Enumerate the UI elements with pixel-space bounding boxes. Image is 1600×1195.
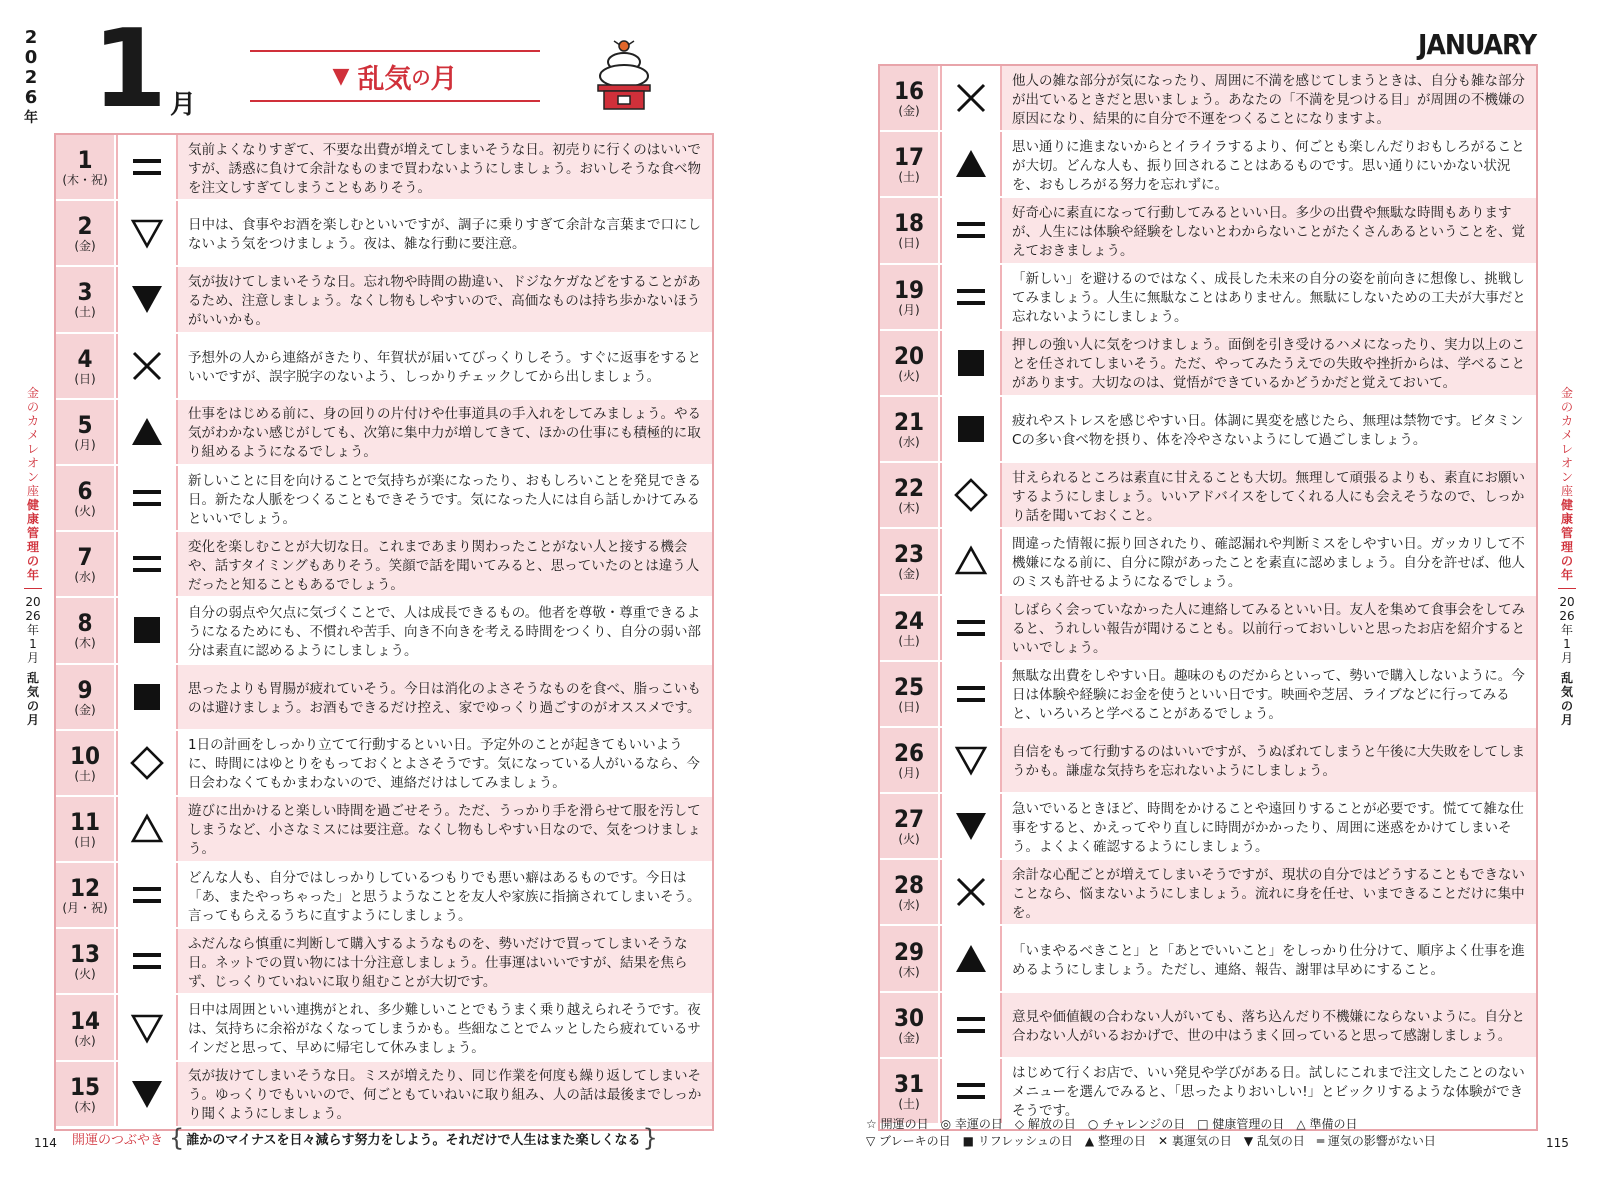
day-number: 31 <box>893 1069 925 1098</box>
square-fill-icon <box>940 397 1002 461</box>
day-number: 30 <box>893 1003 925 1032</box>
day-number: 2 <box>77 212 93 241</box>
tri-down-fill-icon <box>940 794 1002 858</box>
equal-icon <box>116 135 178 199</box>
side-sign: 金のカメレオン座 <box>26 386 39 498</box>
date-cell <box>56 665 116 729</box>
date-cell <box>880 397 940 461</box>
day-row <box>56 863 712 929</box>
day-of-week: (月・祝) <box>62 901 108 916</box>
date-cell <box>880 331 940 395</box>
day-row <box>880 132 1536 198</box>
day-row <box>880 993 1536 1059</box>
day-text: ふだんなら慎重に判断して購入するようなものを、勢いだけで買ってしまいそうな日。ネットでの買い物には十分注意しましょう。仕事運はいいですが、結果を焦らず、じっくりていねいに取り組むことが大切です。 <box>178 929 712 993</box>
day-row <box>880 265 1536 331</box>
date-cell <box>880 1059 940 1123</box>
day-number: 17 <box>893 143 925 172</box>
day-row <box>56 532 712 598</box>
day-text: 日中は、食事やお酒を楽しむといいですが、調子に乗りすぎて余計な言葉まで口にしないよう気をつけましょう。夜は、雑な行動に要注意。 <box>178 201 712 265</box>
day-row <box>880 596 1536 662</box>
day-of-week: (日) <box>74 371 96 386</box>
day-text: 気前よくなりすぎて、不要な出費が増えてしまいそうな日。初売りに行くのはいいですが、誘惑に負けて余計なものまで買わないようにしましょう。おいしそうな食べ物を注文しすぎてしまうこともありそう。 <box>178 135 712 199</box>
day-of-week: (火) <box>898 832 920 847</box>
cross-icon <box>940 66 1002 130</box>
date-cell <box>56 400 116 464</box>
murmur-label: 開運のつぶやき <box>72 1132 164 1148</box>
day-number: 22 <box>893 474 925 503</box>
day-row <box>56 201 712 267</box>
day-row <box>56 466 712 532</box>
legend-item: ✕ 裏運気の日 <box>1157 1134 1232 1148</box>
day-text: 「新しい」を避けるのではなく、成長した未来の自分の姿を前向きに想像し、挑戦してみましょう。人生に無駄なことはありません。無駄にしないための工夫が大事だと忘れないようにしましょう。 <box>1002 265 1536 329</box>
date-cell <box>56 1062 116 1126</box>
day-of-week: (土) <box>898 170 920 185</box>
equal-icon <box>940 265 1002 329</box>
equal-icon <box>116 863 178 927</box>
day-text: 押しの強い人に気をつけましょう。面倒を引き受けるハメになったり、実力以上のことを任されてしまいそう。ただ、やってみたうえでの失敗や挫折からは、学べることがあります。大切なのは、覚悟ができているかどうかだと覚えておいて。 <box>1002 331 1536 395</box>
banner-no: の <box>411 66 431 89</box>
day-of-week: (土) <box>898 633 920 648</box>
legend-item: ▽ ブレーキの日 <box>866 1134 951 1148</box>
equal-icon <box>116 466 178 530</box>
day-row <box>56 598 712 664</box>
day-row <box>56 665 712 731</box>
banner-end: 月 <box>430 63 458 95</box>
day-of-week: (木) <box>898 501 920 516</box>
date-cell <box>56 731 116 795</box>
date-cell <box>880 993 940 1057</box>
day-text: 1日の計画をしっかり立てて行動するといい日。予定外のことが起きてもいいように、時間にはゆとりをもっておくとよさそうです。気になっている人がいるなら、今日会わなくてもかまわないので、連絡だけはしてみましょう。 <box>178 731 712 795</box>
page-number-left: 114 <box>34 1136 57 1150</box>
day-text: 余計な心配ごとが増えてしまいそうですが、現状の自分ではどうすることもできないことなら、悩まないようにしましょう。流れに身を任せ、いまできることだけに集中を。 <box>1002 860 1536 924</box>
date-cell <box>56 466 116 530</box>
side-date: 2026年1月 <box>1559 595 1575 665</box>
brace-open-icon: { <box>169 1124 185 1152</box>
day-of-week: (水) <box>74 570 96 585</box>
date-cell <box>56 598 116 662</box>
side-theme: 健康管理の年 <box>1560 498 1573 582</box>
day-of-week: (日) <box>898 699 920 714</box>
day-of-week: (月) <box>898 302 920 317</box>
banner-main: 乱気 <box>357 63 412 95</box>
year-digit-char: 2 <box>24 67 38 88</box>
year-digit-char: 6 <box>24 87 38 108</box>
date-cell <box>56 135 116 199</box>
date-cell <box>880 463 940 527</box>
day-row <box>880 198 1536 264</box>
day-text: 日中は周囲といい連携がとれ、多少難しいことでもうまく乗り越えられそうです。夜は、気持ちに余裕がなくなってしまうかも。些細なことでムッとしたら疲れているサインだと思って、早めに帰宅して休みましょう。 <box>178 995 712 1059</box>
day-of-week: (金) <box>74 702 96 717</box>
symbol-legend <box>866 1116 1506 1150</box>
day-number: 12 <box>69 874 101 903</box>
day-number: 16 <box>893 77 925 106</box>
square-fill-icon <box>116 665 178 729</box>
day-row <box>880 662 1536 728</box>
day-row <box>880 463 1536 529</box>
day-number: 23 <box>893 540 925 569</box>
equal-icon <box>940 993 1002 1057</box>
tri-down-open-icon <box>116 995 178 1059</box>
day-table-right <box>880 66 1536 1125</box>
day-text: 意見や価値観の合わない人がいても、落ち込んだり不機嫌にならないように。自分と合わない人がいるおかげで、世の中はうまく回っていると思って感謝しましょう。 <box>1002 993 1536 1057</box>
day-of-week: (水) <box>898 435 920 450</box>
day-number: 14 <box>69 1006 101 1035</box>
legend-item: ═ 運気の影響がない日 <box>1316 1134 1436 1148</box>
month-english: JANUARY <box>1418 28 1537 61</box>
kagami-mochi-icon <box>584 36 664 116</box>
day-text: 他人の雑な部分が気になったり、周囲に不満を感じてしまうときは、自分も雑な部分が出ているときだと思いましょう。あなたの「不満を見つける目」が周囲の不機嫌の原因になり、結果的に自分で不運をつくることになりますよ。 <box>1002 66 1536 130</box>
date-cell <box>880 66 940 130</box>
day-of-week: (日) <box>898 236 920 251</box>
date-cell <box>880 926 940 990</box>
side-sign: 金のカメレオン座 <box>1560 386 1573 498</box>
day-row <box>880 529 1536 595</box>
day-number: 10 <box>69 741 101 770</box>
day-text: 甘えられるところは素直に甘えることも大切。無理して頑張るよりも、素直にお願いするようにしましょう。いいアドバイスをしてくれる人にも会えそうなので、しっかり話を聞いておくこと。 <box>1002 463 1536 527</box>
day-text: はじめて行くお店で、いい発見や学びがある日。試しにこれまで注文したことのないメニューを選んでみると、「思ったよりおいしい!」とビックリするような体験ができそうです。 <box>1002 1059 1536 1123</box>
day-row <box>880 926 1536 992</box>
day-row <box>56 400 712 466</box>
tri-up-open-icon <box>116 797 178 861</box>
day-number: 18 <box>893 209 925 238</box>
legend-item: ◎ 幸運の日 <box>940 1117 1003 1131</box>
day-text: 「いまやるべきこと」と「あとでいいこと」をしっかり仕分けて、順序よく仕事を進めるようにしましょう。ただし、連絡、報告、謝罪は早めにすること。 <box>1002 926 1536 990</box>
date-cell <box>880 529 940 593</box>
day-number: 8 <box>77 609 93 638</box>
day-number: 7 <box>77 543 93 572</box>
day-number: 21 <box>893 408 925 437</box>
square-fill-icon <box>116 598 178 662</box>
day-number: 13 <box>69 940 101 969</box>
day-number: 15 <box>69 1072 101 1101</box>
tri-up-fill-icon <box>116 400 178 464</box>
date-cell <box>56 334 116 398</box>
day-of-week: (土) <box>74 305 96 320</box>
day-text: 思い通りに進まないからとイライラするより、何ごとも楽しんだりおもしろがることが大切。どんな人も、振り回されることはあるものです。思い通りにいかない状況を、おもしろがる努力を忘れずに。 <box>1002 132 1536 196</box>
day-number: 25 <box>893 672 925 701</box>
date-cell <box>56 929 116 993</box>
day-text: 新しいことに目を向けることで気持ちが楽になったり、おもしろいことを発見できる日。新たな人脈をつくることもできそうです。気になった人には自ら話しかけてみるといいでしょう。 <box>178 466 712 530</box>
day-of-week: (木・祝) <box>62 173 108 188</box>
page-number-right: 115 <box>1546 1136 1569 1150</box>
date-cell <box>880 860 940 924</box>
legend-item: ☆ 開運の日 <box>866 1117 929 1131</box>
legend-item: ▼ 乱気の日 <box>1243 1134 1305 1148</box>
side-label-right <box>1558 386 1576 727</box>
day-of-week: (木) <box>898 964 920 979</box>
day-number: 24 <box>893 606 925 635</box>
day-text: 好奇心に素直になって行動してみるといい日。多少の出費や無駄な時間もありますが、人生には体験や経験をしないとわからないことがたくさんあるということを、覚えておきましょう。 <box>1002 198 1536 262</box>
day-number: 3 <box>77 278 93 307</box>
legend-item: ■ リフレッシュの日 <box>962 1134 1073 1148</box>
murmur-quote: 誰かのマイナスを日々減らす努力をしよう。それだけで人生はまた楽しくなる <box>186 1132 641 1148</box>
day-row <box>56 731 712 797</box>
day-text: 間違った情報に振り回されたり、確認漏れや判断ミスをしやすい日。ガッカリして不機嫌になる前に、自分に隙があったことを素直に認めましょう。自分を許せば、他人のミスも許せるようになるでしょう。 <box>1002 529 1536 593</box>
month-fortune-banner <box>250 50 540 102</box>
year-digit <box>20 28 42 108</box>
day-row <box>56 929 712 995</box>
equal-icon <box>940 662 1002 726</box>
day-text: 無駄な出費をしやすい日。趣味のものだからといって、勢いで購入しないように。今日は体験や経験にお金を使うといい日です。映画や芝居、ライブなどに行ってみると、いろいろと学べることがあるでしょう。 <box>1002 662 1536 726</box>
day-of-week: (火) <box>74 504 96 519</box>
day-text: 遊びに出かけると楽しい時間を過ごせそう。ただ、うっかり手を滑らせて服を汚してしまうなど、小さなミスには要注意。なくし物もしやすい日なので、気をつけましょう。 <box>178 797 712 861</box>
date-cell <box>880 132 940 196</box>
legend-item: ○ チャレンジの日 <box>1087 1117 1186 1131</box>
year-kanji: 年 <box>24 110 38 126</box>
tri-up-fill-icon <box>940 926 1002 990</box>
day-text: 自分の弱点や欠点に気づくことで、人は成長できるもの。他者を尊敬・尊重できるようになるためにも、不慣れや苦手、向き不向きを考える時間をつくり、自分の弱い部分は素直に認めるようにしましょう。 <box>178 598 712 662</box>
day-text: 予想外の人から連絡がきたり、年賀状が届いてびっくりしそう。すぐに返事をするといいですが、誤字脱字のないよう、しっかりチェックしてから出しましょう。 <box>178 334 712 398</box>
day-of-week: (土) <box>898 1096 920 1111</box>
legend-item: △ 準備の日 <box>1296 1117 1358 1131</box>
day-text: 自信をもって行動するのはいいですが、うぬぼれてしまうと午後に大失敗をしてしまうかも。謙虚な気持ちを忘れないようにしましょう。 <box>1002 728 1536 792</box>
side-date: 2026年1月 <box>25 595 41 665</box>
day-of-week: (金) <box>74 239 96 254</box>
day-of-week: (月) <box>74 437 96 452</box>
day-number: 6 <box>77 477 93 506</box>
tri-down-fill-icon <box>116 267 178 331</box>
day-number: 27 <box>893 805 925 834</box>
date-cell <box>880 728 940 792</box>
day-of-week: (日) <box>74 834 96 849</box>
side-label-left <box>24 386 42 727</box>
lucky-murmur <box>72 1124 658 1152</box>
day-number: 28 <box>893 871 925 900</box>
day-row <box>880 860 1536 926</box>
day-of-week: (火) <box>74 967 96 982</box>
day-number: 1 <box>77 146 93 175</box>
day-of-week: (水) <box>898 898 920 913</box>
day-of-week: (金) <box>898 104 920 119</box>
day-text: どんな人も、自分ではしっかりしているつもりでも悪い癖はあるものです。今日は「あ、またやっちゃった」と思うようなことを友人や家族に指摘されてしまいそう。言ってもらえるうちに直すようにしましょう。 <box>178 863 712 927</box>
day-row <box>56 1062 712 1128</box>
tri-up-fill-icon <box>940 132 1002 196</box>
equal-icon <box>116 532 178 596</box>
day-text: 疲れやストレスを感じやすい日。体調に異変を感じたら、無理は禁物です。ビタミンCの多い食べ物を摂り、体を冷やさないようにして過ごしましょう。 <box>1002 397 1536 461</box>
day-row <box>880 66 1536 132</box>
month-kanji: 月 <box>170 90 197 120</box>
day-text: 気が抜けてしまいそうな日。ミスが増えたり、同じ作業を何度も繰り返してしまいそう。ゆっくりでもいいので、何ごともていねいに取り組み、人の話は最後までしっかり聞くようにしましょう。 <box>178 1062 712 1126</box>
date-cell <box>56 797 116 861</box>
equal-icon <box>116 929 178 993</box>
date-cell <box>56 267 116 331</box>
date-cell <box>880 662 940 726</box>
tri-down-open-icon <box>116 201 178 265</box>
day-of-week: (水) <box>74 1033 96 1048</box>
day-of-week: (木) <box>74 1099 96 1114</box>
day-of-week: (火) <box>898 368 920 383</box>
day-of-week: (木) <box>74 636 96 651</box>
year-digit-char: 0 <box>24 47 38 68</box>
date-cell <box>880 596 940 660</box>
day-text: 思ったよりも胃腸が疲れていそう。今日は消化のよさそうなものを食べ、脂っこいものは避けましょう。お酒もできるだけ控え、家でゆっくり過ごすのがオススメです。 <box>178 665 712 729</box>
equal-icon <box>940 1059 1002 1123</box>
day-row <box>56 135 712 201</box>
day-table-left <box>56 135 712 1128</box>
day-text: しばらく会っていなかった人に連絡してみるといい日。友人を集めて食事会をしてみると、うれしい報告が聞けることも。以前行っておいしいと思ったお店を紹介するといいでしょう。 <box>1002 596 1536 660</box>
day-number: 19 <box>893 275 925 304</box>
day-row <box>880 331 1536 397</box>
day-text: 気が抜けてしまいそうな日。忘れ物や時間の勘違い、ドジなケガなどをすることがあるため、注意しましょう。なくし物もしやすいので、高価なものは持ち歩かないほうがいいかも。 <box>178 267 712 331</box>
side-fortune: 乱気の月 <box>1560 671 1573 727</box>
day-text: 仕事をはじめる前に、身の回りの片付けや仕事道具の手入れをしてみましょう。やる気がわかない感じがしても、次第に集中力が増してきて、ほかの仕事にも積極的に取り組めるようになるでしょう。 <box>178 400 712 464</box>
date-cell <box>56 995 116 1059</box>
day-row <box>880 397 1536 463</box>
legend-item: ▲ 整理の日 <box>1084 1134 1146 1148</box>
legend-item: □ 健康管理の日 <box>1197 1117 1285 1131</box>
day-row <box>880 728 1536 794</box>
diamond-open-icon <box>940 463 1002 527</box>
date-cell <box>56 532 116 596</box>
day-number: 5 <box>77 410 93 439</box>
day-number: 20 <box>893 341 925 370</box>
day-number: 11 <box>69 807 101 836</box>
year-vertical <box>20 28 42 128</box>
day-row <box>56 797 712 863</box>
tri-up-open-icon <box>940 529 1002 593</box>
day-of-week: (土) <box>74 768 96 783</box>
day-row <box>56 995 712 1061</box>
day-number: 9 <box>77 675 93 704</box>
diamond-open-icon <box>116 731 178 795</box>
day-row <box>56 334 712 400</box>
day-of-week: (月) <box>898 765 920 780</box>
month-number: 1 <box>92 7 164 132</box>
day-number: 4 <box>77 344 93 373</box>
day-number: 26 <box>893 738 925 767</box>
cross-icon <box>116 334 178 398</box>
tri-down-fill-icon <box>116 1062 178 1126</box>
day-row <box>880 794 1536 860</box>
square-fill-icon <box>940 331 1002 395</box>
legend-item: ◇ 解放の日 <box>1014 1117 1076 1131</box>
equal-icon <box>940 198 1002 262</box>
side-fortune: 乱気の月 <box>26 671 39 727</box>
day-of-week: (金) <box>898 1030 920 1045</box>
day-row <box>56 267 712 333</box>
day-number: 29 <box>893 937 925 966</box>
tri-down-open-icon <box>940 728 1002 792</box>
year-digit-char: 2 <box>24 27 38 48</box>
equal-icon <box>940 596 1002 660</box>
date-cell <box>56 863 116 927</box>
date-cell <box>880 265 940 329</box>
day-of-week: (金) <box>898 567 920 582</box>
brace-close-icon: } <box>642 1124 658 1152</box>
day-text: 変化を楽しむことが大切な日。これまであまり関わったことがない人と接する機会や、話すタイミングもありそう。笑顔で話を聞いてみると、思っていたのとは違う人だったと知ることもあるでしょう。 <box>178 532 712 596</box>
tri-down-fill-icon: ▼ <box>332 63 350 89</box>
cross-icon <box>940 860 1002 924</box>
date-cell <box>880 198 940 262</box>
day-text: 急いでいるときほど、時間をかけることや遠回りすることが必要です。慌てて雑な仕事をすると、かえってやり直しに時間がかかったり、周囲に迷惑をかけてしまいそう。よくよく確認するようにしましょう。 <box>1002 794 1536 858</box>
date-cell <box>880 794 940 858</box>
date-cell <box>56 201 116 265</box>
side-theme: 健康管理の年 <box>26 498 39 582</box>
